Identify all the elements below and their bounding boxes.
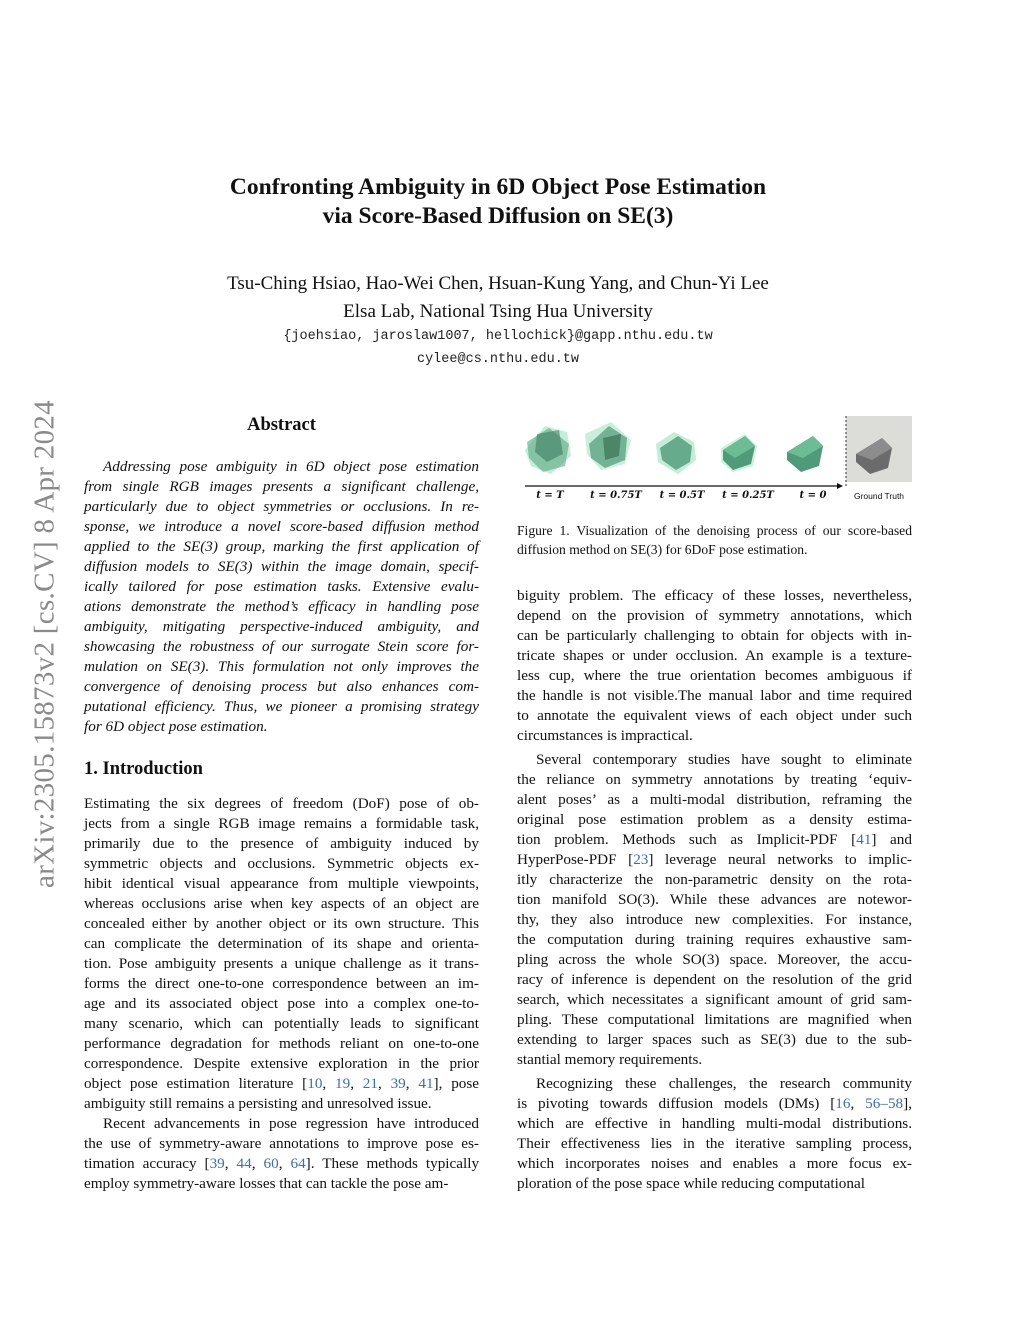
text-line (517, 910, 912, 930)
text-segment: to annotate the equivalent views of each object under such (517, 707, 912, 724)
text-line (517, 810, 912, 830)
text-segment: can complicate the determination of its shape and orienta- (84, 935, 479, 952)
text-segment: hibit identical visual appearance from multiple viewpoints, (84, 875, 479, 892)
time-label: t = T (536, 490, 564, 501)
email-line: {joehsiao, jaroslaw1007, hellochick}@gapp.nthu.edu.tw (283, 329, 713, 344)
text-line (84, 677, 479, 697)
text-line (84, 814, 479, 834)
author-block (84, 270, 912, 326)
text-line (517, 850, 912, 870)
text-segment: is pivoting towards diffusion models (DMs) [ (517, 1095, 836, 1112)
text-line (517, 750, 912, 770)
abstract-heading: Abstract (247, 415, 316, 435)
text-line (84, 1054, 479, 1074)
text-segment: stantial memory requirements. (517, 1051, 703, 1068)
text-segment: tricate shapes or under occlusion. An example is a texture- (517, 647, 912, 664)
time-label: t = 0.25T (722, 490, 774, 501)
text-line (84, 497, 479, 517)
text-segment: , (850, 1095, 866, 1112)
text-line (517, 1134, 912, 1154)
pose-sample-t-T (525, 426, 571, 474)
text-segment: ], pose (433, 1075, 480, 1092)
text-line (84, 1134, 479, 1154)
title-line: via Score-Based Diffusion on SE(3) (322, 203, 674, 229)
text-segment: alent poses’ as a multi-modal distribution, reframing the (517, 791, 912, 808)
text-line (84, 1154, 479, 1174)
text-line (517, 1050, 912, 1070)
citation-link[interactable]: 39 (390, 1075, 406, 1092)
text-line (84, 854, 479, 874)
text-segment: correspondence. Despite extensive exploration in the prior (84, 1055, 479, 1072)
text-segment: tion manifold SO(3). While these advances are notewor- (517, 891, 912, 908)
time-label: t = 0.5T (659, 490, 705, 501)
text-segment: pling across the whole SO(3) space. Moreover, the accu- (517, 951, 912, 968)
text-segment: can be particularly challenging to obtain for objects with in- (517, 627, 912, 644)
citation-link[interactable]: 44 (236, 1155, 252, 1172)
text-segment: particularly due to object symmetries or occlusions. In re- (84, 498, 479, 515)
citation-link[interactable]: 39 (209, 1155, 225, 1172)
text-segment: Several contemporary studies have sought to eliminate (536, 751, 912, 768)
text-segment: Estimating the six degrees of freedom (DoF) pose of ob- (84, 795, 479, 812)
text-segment: Their effectiveness lies in the iterative sampling process, (517, 1135, 912, 1152)
text-segment: tion. Pose ambiguity presents a unique challenge as it trans- (84, 955, 479, 972)
text-segment: primarily due to the presence of ambiguity induced by (84, 835, 479, 852)
caption-line: Figure 1. Visualization of the denoising process of our score-based (517, 523, 912, 538)
text-segment: thy, they also introduce new complexities. For instance, (517, 911, 912, 928)
text-segment: forms the direct one-to-one correspondence between an im- (84, 975, 479, 992)
intro-paragraph (517, 1074, 912, 1194)
text-segment: ploration of the pose space while reducing computational (517, 1175, 865, 1192)
text-segment: for 6D object pose estimation. (84, 718, 268, 735)
text-segment: ] leverage neural networks to implic- (648, 851, 912, 868)
text-segment: which are effective in handling multi-modal distributions. (517, 1115, 912, 1132)
text-line (517, 970, 912, 990)
text-segment: , (350, 1075, 363, 1092)
text-line (84, 914, 479, 934)
text-line (517, 1114, 912, 1134)
email-line: cylee@cs.nthu.edu.tw (416, 352, 580, 367)
text-segment: putational efficiency. Thus, we pioneer a promising strategy (84, 698, 479, 715)
text-segment: itly characterize the non-parametric density on the rota- (517, 871, 912, 888)
pose-sample-t-0.5T (656, 432, 696, 474)
text-line (517, 790, 912, 810)
text-line (84, 834, 479, 854)
text-line (517, 666, 912, 686)
citation-link[interactable]: 21 (362, 1075, 378, 1092)
paper-title (84, 173, 912, 231)
text-segment: , (251, 1155, 264, 1172)
text-line (84, 1014, 479, 1034)
text-segment: Addressing pose ambiguity in 6D object pose estimation (103, 458, 479, 475)
text-segment: ambiguity still remains a persisting and unresolved issue. (84, 1095, 432, 1112)
text-line (84, 934, 479, 954)
text-segment: Recognizing these challenges, the research community (536, 1075, 912, 1092)
text-line (517, 930, 912, 950)
ground-truth-label: Ground Truth (853, 491, 905, 501)
text-segment: the computation during training requires exhaustive sam- (517, 931, 912, 948)
authors: Tsu-Ching Hsiao, Hao-Wei Chen, Hsuan-Kung Yang, and Chun-Yi Lee (227, 273, 769, 294)
pose-sample-t-0 (787, 436, 823, 472)
text-segment: diffusion models to SE(3) within the image domain, specif- (84, 558, 479, 575)
text-segment: from single RGB images presents a significant challenge, (84, 478, 479, 495)
text-segment: extending to larger spaces such as SE(3) due to the sub- (517, 1031, 912, 1048)
text-segment: object pose estimation literature [ (84, 1075, 308, 1092)
figure-caption (517, 521, 912, 559)
text-segment: employ symmetry-aware losses that can tackle the pose am- (84, 1175, 449, 1192)
text-line (517, 830, 912, 850)
text-segment: symmetric objects and occlusions. Symmetric objects ex- (84, 855, 479, 872)
intro-paragraph (517, 750, 912, 1070)
text-segment: many scenario, which can potentially leads to significant (84, 1015, 479, 1032)
text-line (517, 890, 912, 910)
text-line (517, 870, 912, 890)
text-segment: , (322, 1075, 336, 1092)
text-segment: sponse, we introduce a novel score-based diffusion method (84, 518, 479, 535)
section-heading-introduction: 1. Introduction (84, 759, 203, 779)
text-segment: ]. These methods typically (305, 1155, 480, 1172)
text-line (84, 974, 479, 994)
citation-link[interactable]: 60 (263, 1155, 279, 1172)
text-segment: ] and (871, 831, 912, 848)
citation-link[interactable]: 19 (335, 1075, 351, 1092)
text-line (517, 770, 912, 790)
text-segment: the handle is not visible.The manual labor and time required (517, 687, 912, 704)
text-line (84, 1034, 479, 1054)
text-segment: convergence of denoising process but also enhances com- (84, 678, 479, 695)
time-label: t = 0.75T (590, 490, 642, 501)
text-line (517, 586, 912, 606)
citation-link[interactable]: 41 (418, 1075, 434, 1092)
text-segment: , (405, 1075, 419, 1092)
text-segment: showcasing the robustness of our surrogate Stein score for- (84, 638, 479, 655)
text-segment: the reliance on symmetry annotations by treating ‘equiv- (517, 771, 912, 788)
text-line (517, 646, 912, 666)
text-segment: tion problem. Methods such as Implicit-PDF [ (517, 831, 857, 848)
text-line (84, 1114, 479, 1134)
citation-link[interactable]: 64 (290, 1155, 306, 1172)
affiliation: Elsa Lab, National Tsing Hua University (343, 301, 653, 322)
text-segment: applied to the SE(3) group, marking the first application of (84, 538, 479, 555)
emails (84, 325, 912, 371)
text-segment: which incorporates noises and enables a more focus ex- (517, 1155, 912, 1172)
arxiv-identifier: arXiv:2305.15873v2 [cs.CV] 8 Apr 2024 (28, 400, 61, 888)
text-segment: , (377, 1075, 391, 1092)
text-line (84, 637, 479, 657)
text-line (517, 1174, 912, 1194)
text-line (84, 557, 479, 577)
text-segment: Recent advancements in pose regression have introduced (103, 1115, 479, 1132)
text-line (517, 726, 912, 746)
text-segment: concealed either by another object or its own structure. This (84, 915, 479, 932)
text-line (84, 597, 479, 617)
text-segment: circumstances is impractical. (517, 727, 693, 744)
text-segment: jects from a single RGB image remains a formidable task, (84, 815, 479, 832)
text-line (517, 686, 912, 706)
pose-sample-t-0.75T (585, 422, 631, 470)
text-line (84, 954, 479, 974)
text-line (84, 1094, 479, 1114)
text-line (517, 606, 912, 626)
text-segment: ations demonstrate the method’s efficacy in handling pose (84, 598, 479, 615)
figure-denoising-visualization (517, 410, 917, 495)
citation-link[interactable]: 16 (835, 1095, 851, 1112)
text-line (84, 457, 479, 477)
text-line (84, 1074, 479, 1094)
abstract-body (84, 457, 479, 737)
title-line: Confronting Ambiguity in 6D Object Pose Estimation (229, 174, 767, 200)
time-label: t = 0 (799, 490, 827, 501)
text-line (517, 950, 912, 970)
text-segment: original pose estimation problem as a density estima- (517, 811, 912, 828)
text-line (517, 1074, 912, 1094)
text-segment: racy of inference is dependent on the resolution of the grid (517, 971, 912, 988)
text-line (517, 626, 912, 646)
text-segment: biguity problem. The efficacy of these losses, nevertheless, (517, 587, 912, 604)
text-segment: ically tailored for pose estimation tasks. Extensive evalu- (84, 578, 479, 595)
text-segment: less cup, where the true orientation becomes ambiguous if (517, 667, 912, 684)
text-line (517, 1154, 912, 1174)
text-line (84, 537, 479, 557)
text-line (517, 706, 912, 726)
text-segment: , (278, 1155, 291, 1172)
text-segment: HyperPose-PDF [ (517, 851, 634, 868)
intro-paragraph (84, 794, 479, 1114)
intro-paragraph (84, 1114, 479, 1194)
text-segment: timation accuracy [ (84, 1155, 210, 1172)
text-line (84, 477, 479, 497)
arrow-head-icon (837, 483, 843, 489)
text-line (84, 894, 479, 914)
text-segment: pling. These computational limitations are magnified when (517, 1011, 912, 1028)
text-line (84, 794, 479, 814)
text-line (84, 874, 479, 894)
text-line (517, 990, 912, 1010)
text-line (84, 517, 479, 537)
text-line (84, 697, 479, 717)
text-segment: mulation on SE(3). This formulation not only improves the (84, 658, 479, 675)
text-line (517, 1030, 912, 1050)
text-segment: ], (903, 1095, 912, 1112)
caption-line: diffusion method on SE(3) for 6DoF pose estimation. (517, 542, 808, 557)
citation-link[interactable]: 41 (856, 831, 872, 848)
pose-sample-t-0.25T (721, 434, 757, 472)
text-segment: whereas occlusions arise when key aspects of an object are (84, 895, 479, 912)
text-line (84, 717, 479, 737)
intro-paragraph (517, 586, 912, 746)
text-segment: performance degradation for methods reliant on one-to-one (84, 1035, 479, 1052)
text-segment: the use of symmetry-aware annotations to improve pose es- (84, 1135, 479, 1152)
text-segment: , (224, 1155, 237, 1172)
text-segment: ambiguity, mitigating perspective-induced ambiguity, and (84, 618, 479, 635)
text-line (517, 1010, 912, 1030)
text-line (84, 657, 479, 677)
text-line (517, 1094, 912, 1114)
text-segment: search, which necessitates a significant amount of grid sam- (517, 991, 912, 1008)
text-segment: age and its associated object pose into a complex one-to- (84, 995, 479, 1012)
text-line (84, 617, 479, 637)
citation-link[interactable]: 23 (633, 851, 649, 868)
text-line (84, 1174, 479, 1194)
text-line (84, 994, 479, 1014)
citation-link[interactable]: 10 (307, 1075, 323, 1092)
text-line (84, 577, 479, 597)
text-segment: depend on the provision of symmetry annotations, which (517, 607, 912, 624)
citation-link[interactable]: 56–58 (865, 1095, 904, 1112)
